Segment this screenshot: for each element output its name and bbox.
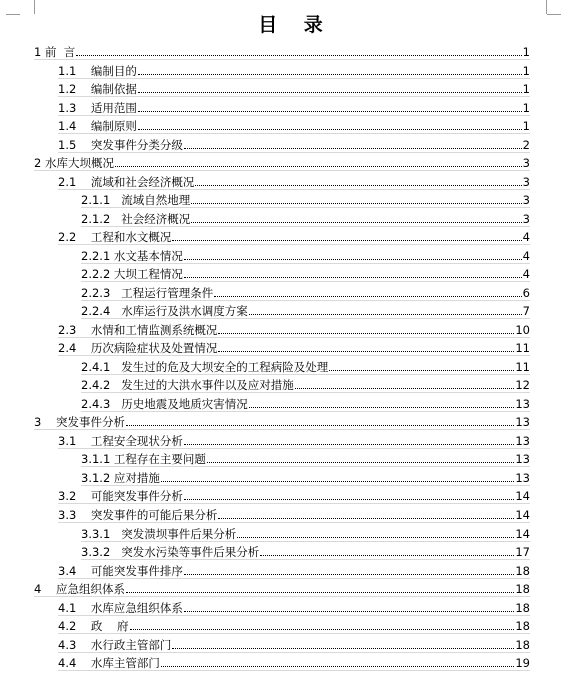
- toc-entry-label: 4.1 水库应急组织体系: [58, 600, 183, 615]
- toc-entry-page-number: 1: [522, 63, 530, 78]
- toc-entry-page-number: 7: [522, 304, 530, 319]
- toc-entry[interactable]: [81, 448, 530, 467]
- toc-entry[interactable]: [58, 652, 530, 671]
- toc-entry-label: 3 突发事件分析: [34, 415, 125, 430]
- toc-dot-leader: [172, 648, 514, 649]
- toc-entry[interactable]: [58, 430, 530, 449]
- toc-entry-page-number: 3: [522, 156, 530, 171]
- toc-dot-leader: [184, 259, 522, 260]
- toc-entry-label: 4 应急组织体系: [34, 582, 125, 597]
- toc-dot-leader: [195, 185, 521, 186]
- toc-entry-page-number: 14: [515, 508, 530, 522]
- toc-entry-label: 3.1 工程安全现状分析: [58, 433, 183, 448]
- toc-entry-label: 1.5 突发事件分类分级: [58, 137, 183, 152]
- toc-entry[interactable]: [81, 282, 530, 301]
- toc-entry-label: 2.1 流域和社会经济概况: [58, 174, 195, 189]
- toc-entry-page-number: 14: [515, 489, 530, 504]
- toc-dot-leader: [184, 499, 514, 500]
- toc-entry[interactable]: [81, 356, 530, 375]
- toc-entry-label: 1.3 适用范围: [58, 100, 137, 115]
- toc-entry[interactable]: [81, 300, 530, 319]
- toc-entry[interactable]: [58, 615, 530, 634]
- toc-entry-label: 3.4 可能突发事件排序: [58, 563, 183, 578]
- toc-entry[interactable]: [58, 134, 530, 153]
- toc-entry-label: 2.4.3 历史地震及地质灾害情况: [81, 396, 248, 411]
- toc-entry-label: 2.2.2 大坝工程情况: [81, 267, 183, 282]
- toc-dot-leader: [218, 518, 514, 519]
- toc-entry-page-number: 1: [522, 100, 530, 115]
- toc-entry-page-number: 11: [515, 341, 530, 356]
- toc-entry-page-number: 17: [515, 545, 530, 560]
- toc-entry[interactable]: [34, 152, 530, 171]
- toc-entry[interactable]: [34, 411, 530, 430]
- toc-dot-leader: [138, 92, 522, 93]
- toc-entry-label: 2.3 水情和工情监测系统概况: [58, 322, 218, 337]
- toc-entry-page-number: 2: [522, 137, 530, 152]
- toc-entry-label: 3.3.2 突发水污染等事件后果分析: [81, 545, 260, 560]
- toc-dot-leader: [161, 666, 514, 667]
- toc-dot-leader: [207, 462, 514, 463]
- toc-entry[interactable]: [58, 634, 530, 653]
- toc-entry-page-number: 13: [515, 470, 530, 485]
- toc-dot-leader: [184, 444, 514, 445]
- toc-entry[interactable]: [81, 541, 530, 560]
- toc-entry-page-number: 3: [522, 211, 530, 226]
- toc-dot-leader: [218, 351, 514, 352]
- toc-entry-page-number: 12: [515, 378, 530, 393]
- toc-entry-page-number: 18: [515, 600, 530, 615]
- toc-entry-page-number: 1: [522, 82, 530, 97]
- toc-dot-leader: [249, 314, 522, 315]
- toc-dot-leader: [191, 222, 521, 223]
- toc-entry[interactable]: [81, 523, 530, 542]
- toc-entry-label: 2.2.1 水文基本情况: [81, 248, 183, 263]
- toc-dot-leader: [126, 592, 514, 593]
- toc-entry[interactable]: [58, 597, 530, 616]
- toc-entry-page-number: 3: [522, 174, 530, 189]
- toc-entry-label: 3.1.1 工程存在主要问题: [81, 452, 206, 467]
- toc-entry-label: 2.1.2 社会经济概况: [81, 211, 191, 226]
- toc-entry[interactable]: [81, 245, 530, 264]
- toc-dot-leader: [295, 388, 515, 389]
- toc-entry-page-number: 18: [515, 582, 530, 597]
- toc-entry-label: 3.1.2 应对措施: [81, 470, 160, 485]
- toc-dot-leader: [126, 425, 514, 426]
- toc-entry-page-number: 6: [522, 285, 530, 300]
- toc-entry-page-number: 4: [522, 248, 530, 263]
- toc-dot-leader: [138, 111, 522, 112]
- toc-dot-leader: [172, 240, 521, 241]
- toc-entry-label: 4.3 水行政主管部门: [58, 637, 172, 652]
- toc-entry[interactable]: [34, 41, 530, 60]
- toc-entry[interactable]: [58, 485, 530, 504]
- toc-dot-leader: [76, 55, 521, 56]
- toc-entry-label: 2.2 工程和水文概况: [58, 230, 172, 245]
- toc-dot-leader: [214, 296, 521, 297]
- toc-entry-label: 2.2.3 工程运行管理条件: [81, 285, 214, 300]
- toc-entry[interactable]: [81, 208, 530, 227]
- toc-entry[interactable]: [58, 337, 530, 356]
- toc-entry[interactable]: [34, 578, 530, 597]
- toc-entry-label: 3.2 可能突发事件分析: [58, 489, 183, 504]
- toc-dot-leader: [191, 203, 521, 204]
- toc-entry-page-number: 18: [515, 637, 530, 652]
- toc-entry[interactable]: [58, 60, 530, 79]
- toc-entry-page-number: 18: [515, 563, 530, 578]
- toc-entry[interactable]: [81, 189, 530, 208]
- toc-dot-leader: [115, 166, 522, 167]
- toc-entry-label: 2.4.1 发生过的危及大坝安全的工程病险及处理: [81, 359, 329, 374]
- toc-dot-leader: [130, 629, 515, 630]
- toc-entry-page-number: 11: [515, 359, 530, 374]
- toc-title: 目 录: [258, 14, 333, 36]
- toc-entry[interactable]: [58, 97, 530, 116]
- toc-entry[interactable]: [58, 78, 530, 97]
- toc-entry-label: 2.4.2 发生过的大洪水事件以及应对措施: [81, 378, 294, 393]
- toc-entry[interactable]: [58, 226, 530, 245]
- toc-entry-label: 2.2.4 水库运行及洪水调度方案: [81, 304, 248, 319]
- toc-entry-label: 2.4 历次病险症状及处置情况: [58, 341, 218, 356]
- toc-entry-page-number: 4: [522, 267, 530, 282]
- toc-dot-leader: [138, 74, 522, 75]
- toc-entry-page-number: 13: [515, 452, 530, 467]
- toc-entry-label: 1.4 编制原则: [58, 119, 137, 134]
- toc-entry[interactable]: [81, 374, 530, 393]
- toc-dot-leader: [218, 333, 514, 334]
- toc-dot-leader: [184, 148, 522, 149]
- toc-entry-page-number: 13: [515, 433, 530, 448]
- toc-entry-page-number: 19: [515, 656, 530, 671]
- toc-dot-leader: [249, 407, 515, 408]
- toc-entry-page-number: 13: [515, 415, 530, 430]
- toc-entry[interactable]: [81, 393, 530, 412]
- toc-dot-leader: [184, 574, 514, 575]
- toc-entry-page-number: 1: [522, 45, 530, 59]
- toc-entry-page-number: 1: [522, 119, 530, 134]
- toc-entry-page-number: 18: [515, 619, 530, 634]
- toc-entry-label: 1.2 编制依据: [58, 82, 137, 97]
- toc-entry-page-number: 3: [522, 193, 530, 208]
- toc-entry-page-number: 13: [515, 396, 530, 411]
- toc-entry[interactable]: [58, 115, 530, 134]
- toc-entry[interactable]: [58, 171, 530, 190]
- toc-entry-label: 1 前 言: [34, 45, 76, 59]
- toc-entry-label: 1.1 编制目的: [58, 63, 137, 78]
- toc-entry[interactable]: [58, 504, 530, 523]
- toc-entry[interactable]: [81, 263, 530, 282]
- toc-entry-page-number: 4: [522, 230, 530, 245]
- toc-dot-leader: [138, 129, 522, 130]
- toc-entry-page-number: 14: [515, 526, 530, 541]
- toc-dot-leader: [329, 370, 514, 371]
- toc-dot-leader: [161, 481, 514, 482]
- toc-dot-leader: [184, 277, 522, 278]
- toc-entry-label: 4.4 水库主管部门: [58, 656, 160, 671]
- toc-entry-label: 2 水库大坝概况: [34, 156, 114, 171]
- toc-entry[interactable]: [58, 319, 530, 338]
- toc-entry[interactable]: [81, 467, 530, 486]
- toc-entry-page-number: 10: [515, 322, 530, 337]
- toc-dot-leader: [260, 555, 514, 556]
- toc-entry-label: 2.1.1 流域自然地理: [81, 193, 191, 208]
- toc-entry-label: 3.3.1 突发溃坝事件后果分析: [81, 526, 237, 541]
- toc-dot-leader: [184, 611, 514, 612]
- toc-entry-label: 4.2 政 府: [58, 619, 129, 634]
- toc-entry[interactable]: [58, 560, 530, 579]
- toc-entry-label: 3.3 突发事件的可能后果分析: [58, 508, 218, 522]
- toc-dot-leader: [237, 537, 514, 538]
